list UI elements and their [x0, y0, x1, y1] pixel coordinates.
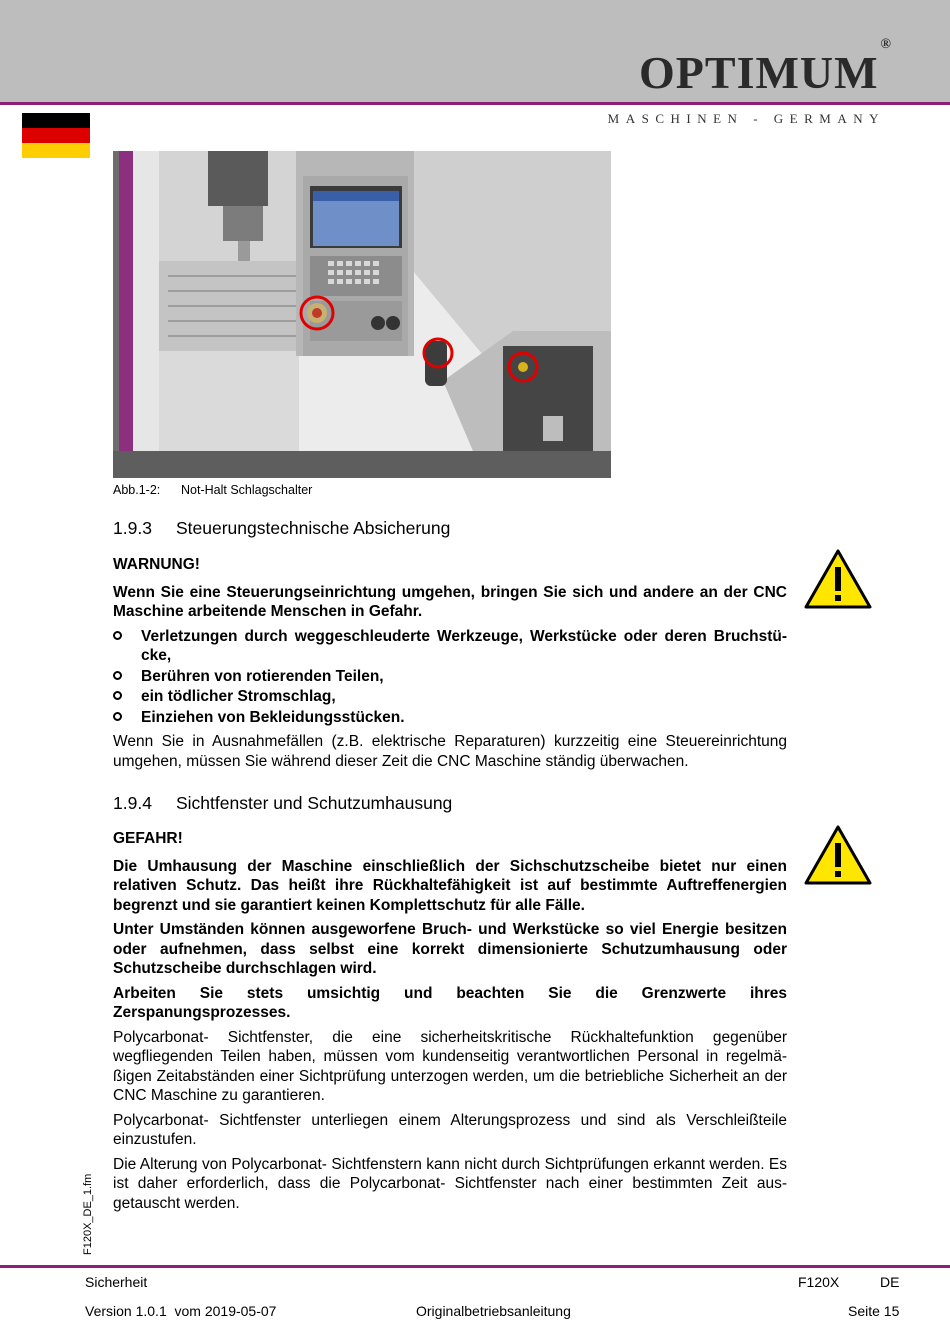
footer-doc-type: Originalbetriebsanleitung	[416, 1303, 571, 1319]
german-flag-icon	[22, 113, 90, 158]
main-content	[113, 517, 787, 1218]
machine-figure	[113, 151, 611, 478]
danger-paragraph: Die Umhausung der Maschine einschließlich der Sichschutzscheibe bietet nur einen relativen Schutz. Das heißt ihre Rückhaltefähigkeit ist auf bestimmte Auftreffenergien begrenzt und sie garantiert keinen Komplettschutz für alle Fälle.	[113, 857, 787, 914]
footer-model: F120X	[798, 1274, 840, 1290]
warning-label: WARNUNG!	[113, 556, 200, 573]
list-item: ein tödlicher Stromschlag,	[113, 687, 787, 707]
danger-label: GEFAHR!	[113, 830, 183, 847]
section-heading-1-9-4: 1.9.4 Sichtfenster und Schutzumhausung	[113, 793, 453, 813]
footer-accent-line	[0, 1265, 950, 1268]
footer-chapter: Sicherheit	[85, 1274, 148, 1290]
caption-text: Not-Halt Schlagschalter	[181, 483, 313, 497]
header-accent-line	[0, 102, 950, 105]
figure-caption	[113, 483, 312, 497]
list-item: Verletzungen durch weggeschleuderte Werkzeuge, Werkstücke oder deren Bruchstü-cke,	[113, 627, 787, 666]
footer-page-number: Seite 15	[848, 1303, 900, 1319]
danger-paragraph: Unter Umständen können ausgeworfene Bruch- und Werkstücke so viel Energie besitzen oder aufnehmen, dass selbst eine korrekt dimensionierte Schutzumhausung oder Schutzscheibe durchschlagen wird.	[113, 921, 787, 977]
bypass-note: Wenn Sie in Ausnahmefällen (z.B. elektrische Reparaturen) kurzzeitig eine Steuereinrichtung umgehen, müssen Sie während dieser Zeit die CNC Maschine ständig überwachen.	[113, 733, 787, 770]
list-item: Berühren von rotierenden Teilen,	[113, 667, 787, 687]
body-paragraph: Polycarbonat- Sichtfenster, die eine sicherheitskritische Rückhaltefunktion gegenüber wegfliegenden Teilen haben, müssen vom kundenseitig verantwortlichen Personal in regelmä-ßigen Zeitabständen einer Sichtprüfung unterzogen werden, um die betriebliche Sicherheit an der CNC Maschine zu garantieren.	[113, 1028, 787, 1104]
warning-triangle-icon	[804, 549, 872, 609]
optimum-logo: OPTIMUM®	[639, 36, 892, 98]
warning-intro: Wenn Sie eine Steuerungseinrichtung umgehen, bringen Sie sich und andere an der CNC Maschine arbeitende Menschen in Gefahr.	[113, 583, 787, 620]
body-paragraph: Polycarbonat- Sichtfenster unterliegen einem Alterungsprozess und sind als Verschleißteile einzustufen.	[113, 1111, 787, 1148]
danger-triangle-icon	[804, 825, 872, 885]
body-paragraph: Die Alterung von Polycarbonat- Sichtfenstern kann nicht durch Sichtprüfungen erkannt werden. Es ist daher erforderlich, dass die Polycarbonat- Sichtfenster nach einer bestimmten Zeit aus-getauscht werden.	[113, 1155, 787, 1212]
list-item: Einziehen von Bekleidungsstücken.	[113, 708, 787, 728]
footer-version: Version 1.0.1 vom 2019-05-07	[85, 1303, 277, 1319]
caption-number: Abb.1-2:	[113, 483, 161, 497]
footer-language: DE	[880, 1274, 900, 1290]
hazard-list	[113, 627, 787, 728]
file-tag: F120X_DE_1.fm	[82, 1173, 94, 1255]
logo-subtitle: MASCHINEN - GERMANY	[607, 111, 885, 126]
danger-paragraph: Arbeiten Sie stets umsichtig und beachten Sie die Grenzwerte ihres Zerspanungsprozesses.	[113, 984, 787, 1021]
section-heading-1-9-3: 1.9.3 Steuerungstechnische Absicherung	[113, 518, 451, 538]
